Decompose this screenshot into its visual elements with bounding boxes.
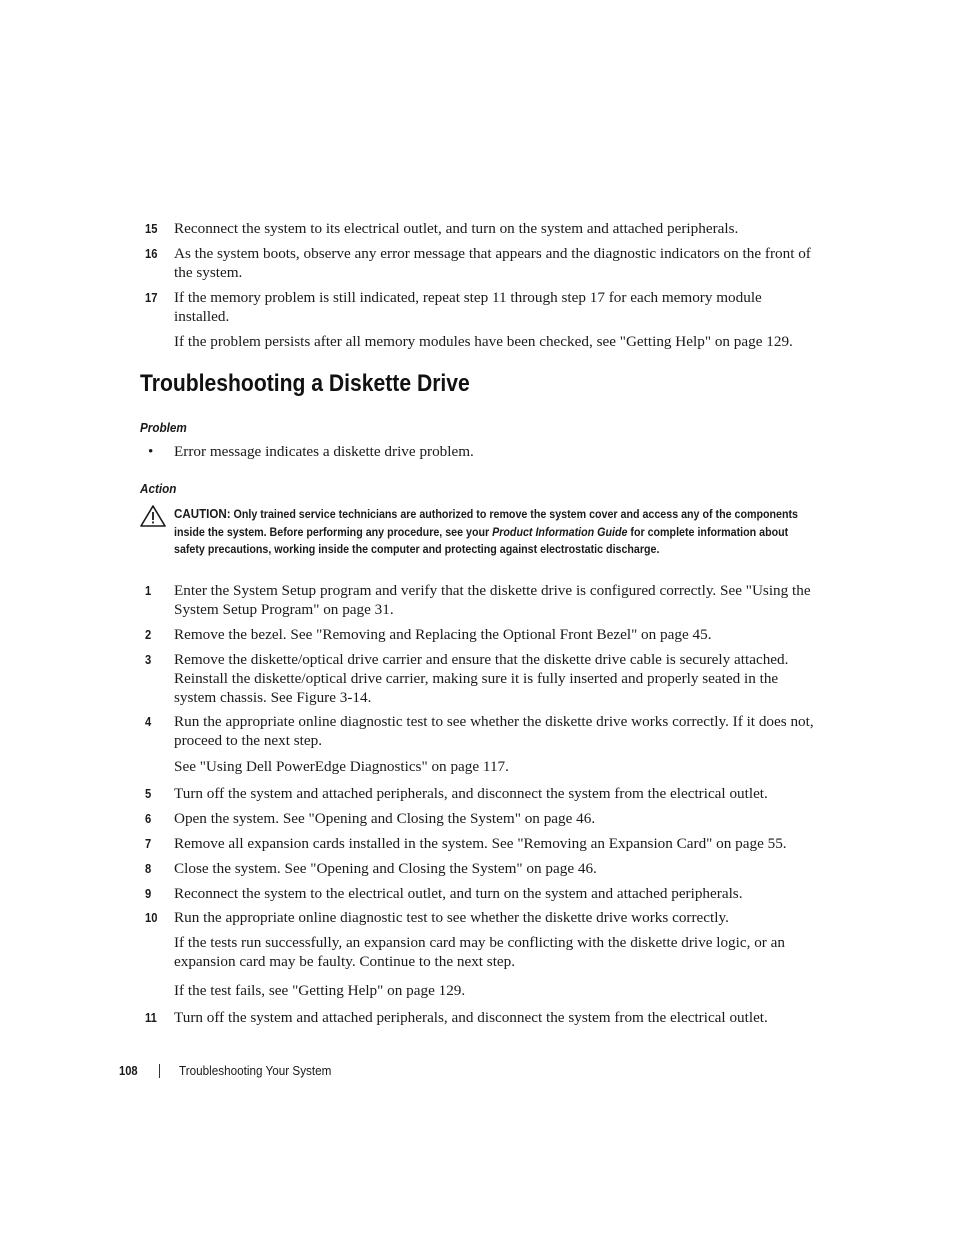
problem-heading: Problem bbox=[140, 420, 187, 435]
step-text: Close the system. See "Opening and Closing the System" on page 46. bbox=[174, 860, 597, 877]
caution-body-end: for complete information about safety precautions, working inside the computer and protecting against electrostatic discharge. bbox=[174, 524, 789, 556]
page-number: 108 bbox=[119, 1063, 138, 1078]
step-text: Turn off the system and attached peripherals, and disconnect the system from the electrical outlet. bbox=[174, 1009, 768, 1026]
step-number: 17 bbox=[145, 290, 158, 305]
step-1 bbox=[145, 581, 815, 619]
step-text: Reconnect the system to the electrical outlet, and turn on the system and attached peripherals. bbox=[174, 885, 743, 902]
step-text: Enter the System Setup program and verify that the diskette drive is configured correctly. See "Using the System Setup Program" on page 31. bbox=[174, 582, 811, 618]
step-7 bbox=[145, 834, 815, 853]
step-number: 9 bbox=[145, 886, 152, 901]
step-10 bbox=[145, 908, 815, 927]
caution-notice bbox=[140, 505, 820, 559]
caution-body-start: Only trained service technicians are authorized to remove the system cover and access any of the components inside the system. Before performing any procedure, see your bbox=[174, 507, 799, 539]
chapter-title: Troubleshooting Your System bbox=[179, 1063, 332, 1078]
memory-note: If the problem persists after all memory modules have been checked, see "Getting Help" on page 129. bbox=[174, 333, 793, 350]
warning-triangle-icon bbox=[140, 505, 166, 527]
step-number: 6 bbox=[145, 811, 152, 826]
footer-divider bbox=[159, 1064, 160, 1078]
tests-success-note: If the tests run successfully, an expansion card may be conflicting with the diskette drive logic, or an expansion card may be faulty. Continue to the next step. bbox=[174, 934, 785, 970]
step-number: 2 bbox=[145, 627, 152, 642]
step-11 bbox=[145, 1008, 815, 1027]
guide-title: Product Information Guide bbox=[492, 524, 628, 539]
step-text: Remove the bezel. See "Removing and Replacing the Optional Front Bezel" on page 45. bbox=[174, 626, 712, 643]
step-number: 11 bbox=[145, 1010, 157, 1025]
step-9 bbox=[145, 884, 815, 903]
bullet-text: Error message indicates a diskette drive problem. bbox=[174, 443, 474, 460]
step-2 bbox=[145, 625, 815, 644]
step-text: Remove the diskette/optical drive carrier and ensure that the diskette drive cable is securely attached. Reinstall the diskette/optical drive carrier, making sure it is fully inserted and properly seated in the system chassis. See Figure 3-14. bbox=[174, 651, 789, 706]
step-number: 1 bbox=[145, 583, 152, 598]
step-number: 15 bbox=[145, 221, 158, 236]
action-heading: Action bbox=[140, 481, 177, 496]
step-6 bbox=[145, 809, 815, 828]
tests-fail-note: If the test fails, see "Getting Help" on page 129. bbox=[174, 982, 466, 999]
step-4 bbox=[145, 712, 815, 750]
step-text: As the system boots, observe any error message that appears and the diagnostic indicators on the front of the system. bbox=[174, 245, 811, 281]
step-text: Run the appropriate online diagnostic test to see whether the diskette drive works correctly. If it does not, proceed to the next step. bbox=[174, 713, 814, 749]
problem-bullet bbox=[145, 442, 805, 461]
bullet-icon: • bbox=[148, 443, 154, 460]
step-text: If the memory problem is still indicated, repeat step 11 through step 17 for each memory module installed. bbox=[174, 289, 762, 325]
diagnostics-note: See "Using Dell PowerEdge Diagnostics" on page 117. bbox=[174, 758, 509, 775]
step-number: 16 bbox=[145, 246, 158, 261]
step-5 bbox=[145, 784, 815, 803]
step-text: Remove all expansion cards installed in the system. See "Removing an Expansion Card" on page 55. bbox=[174, 835, 787, 852]
section-title: Troubleshooting a Diskette Drive bbox=[140, 370, 470, 397]
step-17 bbox=[145, 288, 815, 326]
step-15 bbox=[145, 219, 815, 238]
step-3 bbox=[145, 650, 815, 707]
caution-text bbox=[174, 505, 815, 559]
step-text: Turn off the system and attached peripherals, and disconnect the system from the electrical outlet. bbox=[174, 785, 768, 802]
caution-label: CAUTION: bbox=[174, 506, 231, 521]
step-text: Open the system. See "Opening and Closing the System" on page 46. bbox=[174, 810, 596, 827]
step-number: 5 bbox=[145, 786, 152, 801]
step-8 bbox=[145, 859, 815, 878]
step-number: 3 bbox=[145, 652, 152, 667]
step-number: 8 bbox=[145, 861, 152, 876]
step-number: 10 bbox=[145, 910, 158, 925]
step-number: 7 bbox=[145, 836, 152, 851]
step-text: Reconnect the system to its electrical outlet, and turn on the system and attached peripherals. bbox=[174, 220, 739, 237]
step-text: Run the appropriate online diagnostic test to see whether the diskette drive works correctly. bbox=[174, 909, 729, 926]
step-number: 4 bbox=[145, 714, 152, 729]
step-16 bbox=[145, 244, 815, 282]
